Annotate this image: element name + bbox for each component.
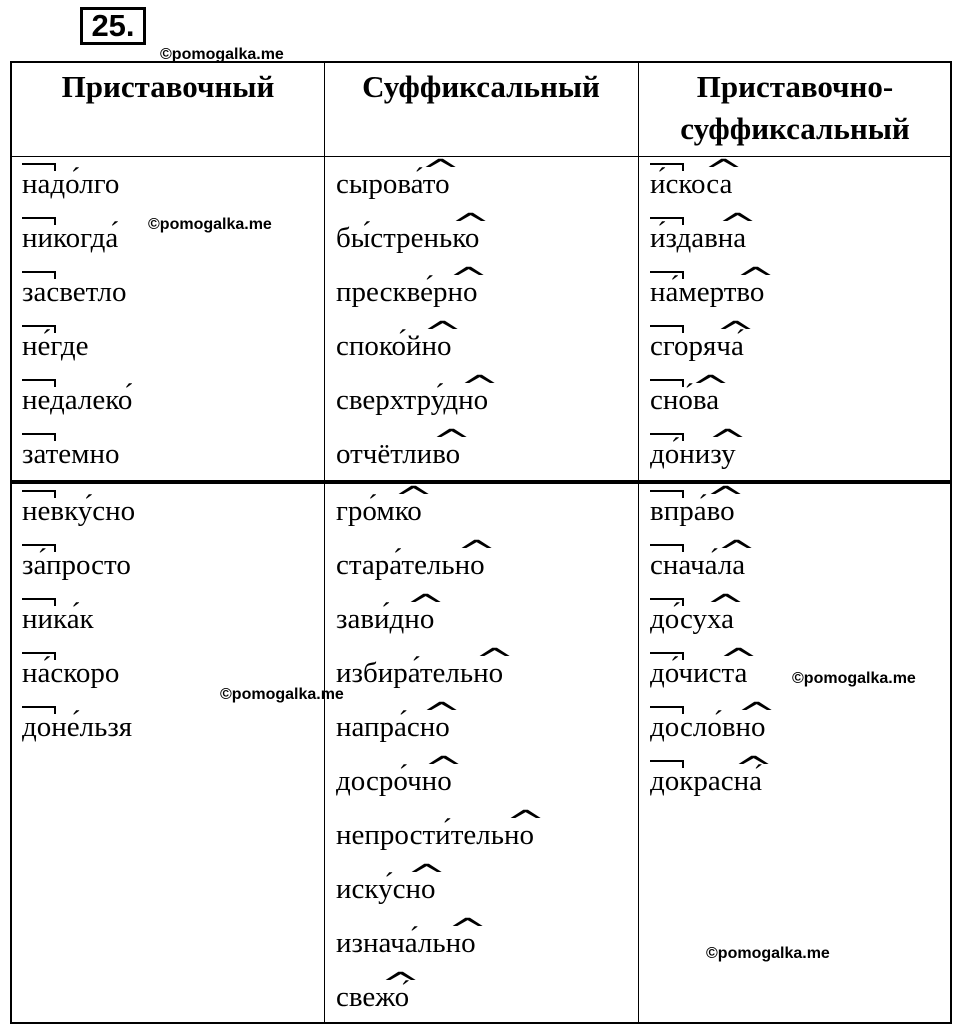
word-prefix: никогда́: [22, 211, 118, 265]
list-prefix: [22, 157, 132, 481]
word-prefix: доне́льзя: [22, 700, 132, 754]
word-suffix: отчётливо ^: [336, 427, 460, 481]
list-item: [22, 427, 132, 481]
list-item: [22, 538, 135, 592]
word-prefix-suffix: сно́ва ^: [650, 373, 719, 427]
word-prefix-suffix: и́скоса ^: [650, 157, 732, 211]
table-top-block: [10, 61, 952, 482]
list-item: [22, 592, 135, 646]
list-item: [22, 319, 132, 373]
watermark: ©pomogalka.me: [160, 46, 284, 63]
word-prefix: за́просто: [22, 538, 131, 592]
word-suffix: сверхтру́дно ^: [336, 373, 488, 427]
word-suffix: непрости́тельно ^: [336, 808, 534, 862]
list-prefix-suffix: [650, 157, 764, 481]
list-suffix: [336, 484, 534, 1024]
list-prefix-suffix: [650, 484, 766, 808]
word-suffix: споко́йно ^: [336, 319, 452, 373]
word-suffix: бы́стренько ^: [336, 211, 479, 265]
header-prefix: Приставочный: [61, 69, 275, 104]
word-suffix: сырова́то ^: [336, 157, 450, 211]
list-item: [650, 754, 766, 808]
word-suffix: избира́тельно ^: [336, 646, 503, 700]
list-item: [22, 700, 135, 754]
word-suffix: стара́тельно ^: [336, 538, 485, 592]
word-prefix-suffix: до́суха ^: [650, 592, 734, 646]
list-item: [22, 373, 132, 427]
watermark: ©pomogalka.me: [148, 216, 272, 233]
word-suffix: напра́сно ^: [336, 700, 450, 754]
word-prefix: ника́к: [22, 592, 94, 646]
word-prefix-suffix: и́здавна ^: [650, 211, 746, 265]
word-prefix-suffix: сгоряча́ ^: [650, 319, 744, 373]
list-item: [336, 916, 534, 970]
word-suffix: иску́сно ^: [336, 862, 435, 916]
header-prefix-suffix-line1: Приставочно-: [696, 69, 894, 104]
column-divider: [638, 484, 639, 1022]
list-item: [22, 211, 132, 265]
word-prefix-suffix: на́мертво ^: [650, 265, 764, 319]
header-suffix: Суффиксальный: [362, 69, 600, 104]
word-suffix: прескве́рно ^: [336, 265, 478, 319]
word-prefix-suffix: досло́вно ^: [650, 700, 766, 754]
word-prefix: надо́лго: [22, 157, 119, 211]
word-suffix: зави́дно ^: [336, 592, 434, 646]
list-prefix: [22, 484, 135, 754]
word-suffix: свежо́ ^: [336, 970, 409, 1024]
word-prefix-suffix: впра́во ^: [650, 484, 735, 538]
word-prefix: засветло: [22, 265, 127, 319]
word-prefix-suffix: до́чиста ^: [650, 646, 747, 700]
watermark: ©pomogalka.me: [220, 686, 344, 703]
word-suffix: изнача́льно ^: [336, 916, 476, 970]
word-prefix: на́скоро: [22, 646, 119, 700]
table-bottom-block: [10, 482, 952, 1024]
exercise-number: 25.: [80, 7, 146, 45]
list-item: [22, 265, 132, 319]
watermark: ©pomogalka.me: [706, 945, 830, 962]
column-divider: [324, 63, 325, 480]
list-item: [336, 970, 534, 1024]
list-item: [22, 157, 132, 211]
list-item: [336, 484, 534, 538]
list-item: [22, 484, 135, 538]
list-item: [336, 862, 534, 916]
list-item: [336, 754, 534, 808]
word-suffix: гро́мко ^: [336, 484, 422, 538]
word-prefix: недалеко́: [22, 373, 132, 427]
header-prefix-suffix-line2: суффиксальный: [680, 111, 910, 146]
word-prefix-suffix: снача́ла ^: [650, 538, 745, 592]
word-prefix: не́где: [22, 319, 88, 373]
list-item: [336, 265, 488, 319]
watermark: ©pomogalka.me: [792, 670, 916, 687]
list-item: [22, 646, 135, 700]
word-suffix: досро́чно ^: [336, 754, 452, 808]
list-suffix: [336, 157, 488, 481]
word-prefix: невку́сно: [22, 484, 135, 538]
word-prefix: затемно: [22, 427, 120, 481]
word-prefix-suffix: докрасна́ ^: [650, 754, 762, 808]
column-divider: [324, 484, 325, 1022]
word-prefix-suffix: до́низу ^: [650, 427, 736, 481]
